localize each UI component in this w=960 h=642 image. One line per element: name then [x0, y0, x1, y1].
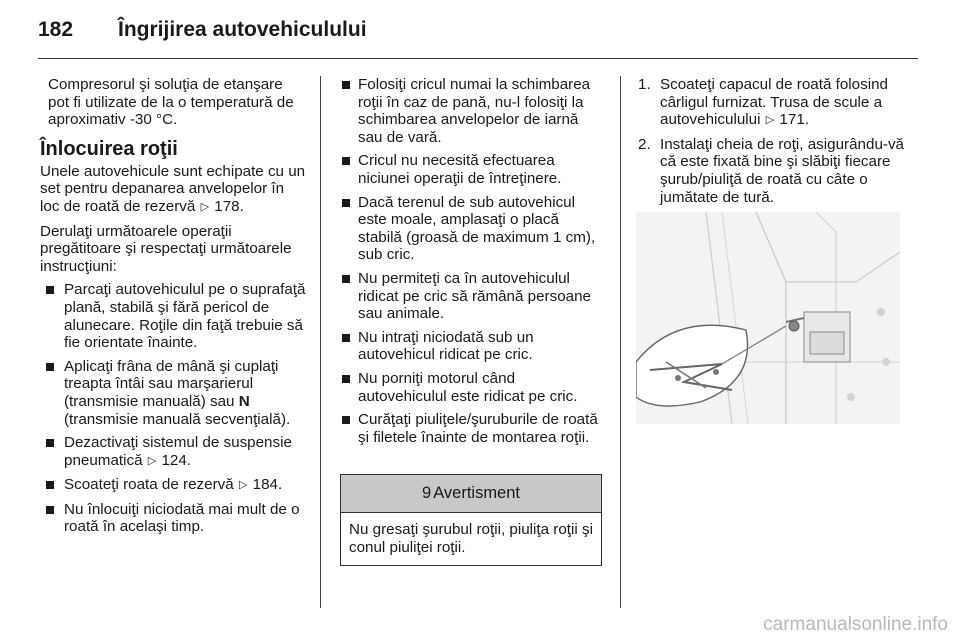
- page-header: [38, 14, 918, 62]
- column-divider-2: [620, 76, 621, 608]
- list-item: [340, 370, 604, 405]
- page-number: 182: [38, 18, 74, 41]
- list-item: [44, 358, 306, 428]
- step-number: 2.: [638, 135, 651, 153]
- bullet-square-icon: [342, 334, 350, 342]
- bullet-square-icon: [342, 275, 350, 283]
- page-ref-link[interactable]: 171.: [779, 111, 809, 129]
- bullet-square-icon: [342, 157, 350, 165]
- step-text: Scoateţi capacul de roată folosind cârligul furnizat. Trusa de scule a autovehiculului: [660, 76, 888, 129]
- warning-icon: 9: [422, 484, 432, 502]
- chapter-title: Îngrijirea autovehiculului: [118, 18, 367, 41]
- list-item: [340, 194, 604, 264]
- paragraph-tyre-kit: [40, 163, 306, 217]
- list-item: [44, 281, 306, 351]
- list-item-text: Nu permiteţi ca în autovehiculul ridicat pe cric să rămână persoane sau animale.: [358, 269, 591, 323]
- list-item-text: Dacă terenul de sub autovehicul este moale, amplasaţi o placă stabilă (groasă de maximum 1 cm), sub cric.: [358, 193, 596, 264]
- list-item-text: Scoateţi roata de rezervă: [64, 476, 234, 494]
- list-item-text: Nu intraţi niciodată sub un autovehicul ridicat pe cric.: [358, 328, 534, 364]
- page-ref-link[interactable]: 184.: [252, 476, 283, 494]
- bullet-square-icon: [342, 199, 350, 207]
- list-item: [44, 501, 306, 536]
- warning-box: [340, 474, 602, 566]
- bullet-square-icon: [46, 286, 54, 294]
- warning-header: [341, 475, 601, 513]
- intro-paragraph: Compresorul şi soluţia de etanşare pot fi utilizate de la o temperatură de aproximativ -30 °C.: [48, 76, 294, 129]
- header-divider: [38, 58, 918, 59]
- page-ref-arrow-icon: ▷: [200, 200, 210, 213]
- page-ref-arrow-icon: ▷: [238, 479, 248, 492]
- preparation-list: [40, 281, 306, 536]
- step-item: [636, 76, 904, 130]
- section-heading: Înlocuirea roţii: [40, 137, 178, 160]
- list-item: [44, 476, 306, 495]
- bullet-square-icon: [46, 506, 54, 514]
- bullet-square-icon: [342, 81, 350, 89]
- warning-title: Avertisment: [433, 484, 520, 502]
- list-item-text: Folosiţi cricul numai la schimbarea roţii în caz de pană, nu-l folosiţi la schimbarea anvelopelor de iarnă sau de vară.: [358, 76, 591, 146]
- step-number: 1.: [638, 76, 651, 93]
- column-left: [40, 76, 306, 542]
- list-item-text: Nu porniţi motorul când autovehiculul este ridicat pe cric.: [358, 369, 578, 405]
- paragraph-instructions: Derulaţi următoarele operaţii pregătitoare şi respectaţi următoarele instrucţiuni:: [40, 222, 292, 275]
- bullet-square-icon: [342, 416, 350, 424]
- bullet-square-icon: [342, 375, 350, 383]
- column-divider-1: [320, 76, 321, 608]
- list-item: [340, 329, 604, 364]
- step-text: Instalaţi cheia de roţi, asigurându-vă că este fixată bine şi slăbiţi fiecare şurub/piuliţă de roată cu câte o jumătate de tură.: [660, 135, 904, 206]
- list-item: [340, 152, 604, 187]
- list-item-text: (transmisie manuală secvenţială).: [64, 410, 291, 428]
- list-item: [340, 411, 604, 446]
- list-item-text: Dezactivaţi sistemul de suspensie pneumatică: [64, 434, 292, 469]
- procedure-steps: [636, 76, 904, 206]
- step-item: [636, 136, 904, 206]
- column-right: [636, 76, 904, 212]
- list-item: [340, 76, 604, 146]
- list-item-text: Curăţaţi piuliţele/şuruburile de roată şi filetele înainte de montarea roţii.: [358, 411, 598, 446]
- list-item-text: Aplicaţi frâna de mână şi cuplaţi treapta întâi sau marşarierul (transmisie manuală) sau: [64, 357, 279, 410]
- list-item: [340, 270, 604, 323]
- bullet-square-icon: [46, 481, 54, 489]
- warning-text: Nu gresaţi şurubul roţii, piuliţa roţii şi conul piuliţei roţii.: [349, 521, 593, 556]
- list-item: [44, 434, 306, 470]
- jack-illustration: [636, 212, 900, 424]
- page-ref-arrow-icon: ▷: [765, 114, 775, 127]
- bullet-square-icon: [46, 439, 54, 447]
- page-ref-link[interactable]: 124.: [161, 451, 192, 469]
- page-ref-arrow-icon: ▷: [147, 454, 157, 467]
- column-middle: [340, 76, 604, 452]
- list-item-text: Nu înlocuiţi niciodată mai mult de o roată în acelaşi timp.: [64, 500, 300, 536]
- list-item-text: Parcaţi autovehiculul pe o suprafaţă plană, stabilă şi fără pericol de alunecare. Roţile din faţă trebuie să fie orientate înainte.: [64, 281, 306, 352]
- jack-under-car-drawing: [636, 212, 900, 424]
- paragraph-text: Unele autovehicule sunt echipate cu un set pentru depanarea anvelopelor în loc de roată de rezervă: [40, 162, 306, 215]
- list-item-text: Cricul nu necesită efectuarea niciunei operaţii de întreţinere.: [358, 152, 562, 187]
- gear-letter: N: [238, 392, 250, 410]
- jack-safety-list: [340, 76, 604, 446]
- watermark: carmanualsonline.info: [763, 614, 948, 635]
- page-ref-link[interactable]: 178.: [214, 197, 244, 215]
- bullet-square-icon: [46, 363, 54, 371]
